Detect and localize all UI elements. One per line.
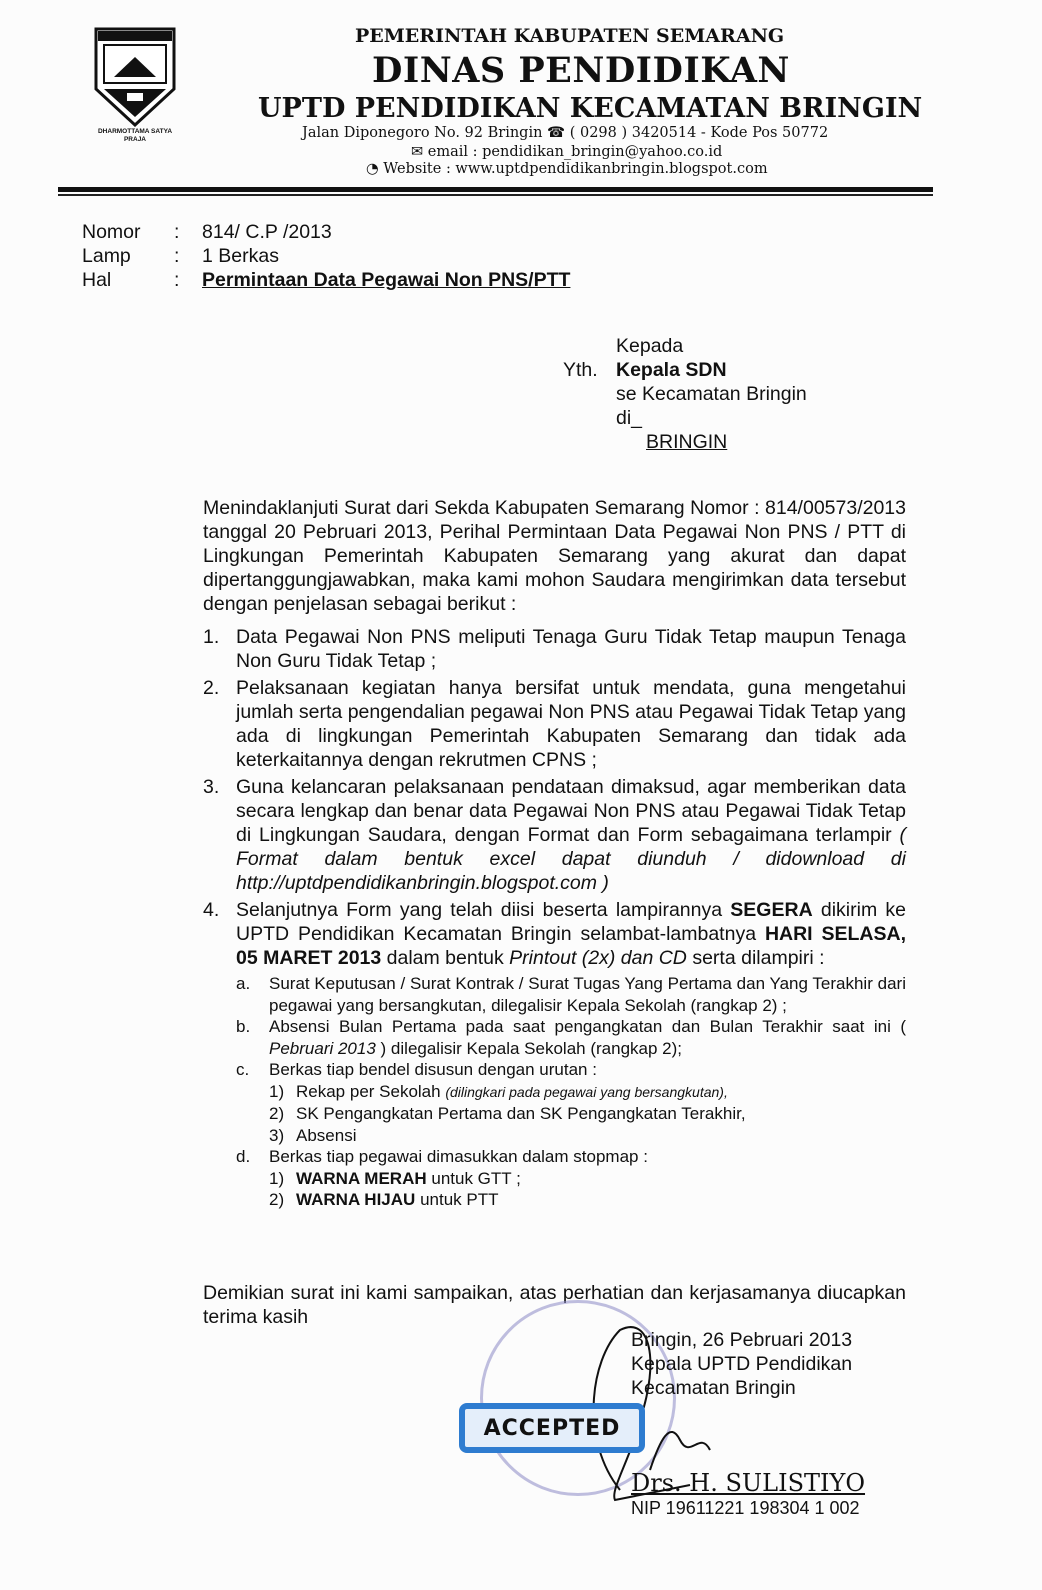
regency-crest-logo — [94, 27, 176, 127]
meta-lamp: Lamp : 1 Berkas — [82, 245, 279, 267]
agency-name: DINAS PENDIDIKAN — [372, 50, 790, 91]
list-item: 2. Pelaksanaan kegiatan hanya bersifat untuk mendata, guna mengetahui jumlah serta pengendalian pegawai Non PNS atau Pegawai Tidak Tetap yang ada di lingkungan Pemerintah Kabupaten Semarang dan tidak ada keterkaitannya dengan rekrutmen CPNS ; — [203, 677, 906, 771]
sub-item-d: d. Berkas tiap pegawai dimasukkan dalam stopmap : 1) WARNA MERAH untuk GTT ; 2) WARNA HIJAU untuk PTT — [236, 1147, 648, 1209]
list-item: 3. Guna kelancaran pelaksanaan pendataan dimaksud, agar memberikan data secara lengkap dan benar data Pegawai Non PNS atau Pegawai Tidak Tetap di Lingkungan Saudara, dengan Format dan Form sebagaimana terlampir ( Format dalam bentuk excel dapat diunduh / didownload di http://uptdpendidikanbringin.blogspot.com ) — [203, 776, 906, 894]
letterhead-divider — [58, 187, 933, 192]
numbered-list — [203, 625, 906, 1211]
sub-item-a: a. Surat Keputusan / Surat Kontrak / Surat Tugas Yang Pertama dan Yang Terakhir dari pegawai yang bersangkutan, dilegalisir Kepala Sekolah (rangkap 2) ; — [236, 974, 906, 1015]
signature-block: Bringin, 26 Pebruari 2013 Kepala UPTD Pendidikan Kecamatan Bringin — [631, 1329, 853, 1399]
signatory-name: Drs. H. SULISTIYO — [631, 1469, 866, 1497]
addressee-block: Kepada Yth. Kepala SDN se Kecamatan Bringin di_ BRINGIN — [563, 335, 807, 453]
email-line: ✉ email : pendidikan_bringin@yahoo.co.id — [411, 144, 723, 160]
meta-nomor: Nomor : 814/ C.P /2013 — [82, 221, 332, 243]
accepted-badge: ACCEPTED — [459, 1403, 645, 1453]
closing-paragraph: Demikian surat ini kami sampaikan, atas perhatian dan kerjasamanya diucapkan terima kasih — [203, 1282, 906, 1328]
intro-paragraph: Menindaklanjuti Surat dari Sekda Kabupaten Semarang Nomor : 814/00573/2013 tanggal 20 Pebruari 2013, Perihal Permintaan Data Pegawai Non PNS / PTT di Lingkungan Pemerintah Kabupaten Semarang yang akurat dan dapat dipertanggungjawabkan, maka kami mohon Saudara mengirimkan data tersebut dengan penjelasan sebagai berikut : — [203, 497, 906, 615]
government-name: PEMERINTAH KABUPATEN SEMARANG — [355, 25, 785, 47]
address-line: Jalan Diponegoro No. 92 Bringin ☎ ( 0298 ) 3420514 - Kode Pos 50772 — [302, 125, 829, 141]
list-item: 1. Data Pegawai Non PNS meliputi Tenaga Guru Tidak Tetap maupun Tenaga Non Guru Tidak Tetap ; — [203, 626, 906, 672]
list-item: 4. Selanjutnya Form yang telah diisi beserta lampirannya SEGERA dikirim ke UPTD Pendidikan Kecamatan Bringin selambat-lambatnya HARI SELASA, 05 MARET 2013 dalam bentuk Printout (2x) dan CD serta dilampiri : — [203, 899, 907, 969]
sub-item-c: c. Berkas tiap bendel disusun dengan urutan : 1) Rekap per Sekolah (dilingkari pada pegawai yang bersangkutan), 2) SK Pengangkatan Pertama dan SK Pengangkatan Terakhir, 3) Absensi — [236, 1060, 746, 1145]
logo-motto: DHARMOTTAMA SATYA PRAJA — [97, 128, 173, 143]
letter-meta — [82, 220, 570, 292]
website-line: ◔ Website : www.uptdpendidikanbringin.blogspot.com — [366, 161, 768, 177]
letterhead-divider-thin — [58, 194, 933, 196]
meta-hal: Hal : Permintaan Data Pegawai Non PNS/PTT — [82, 269, 571, 291]
unit-name: UPTD PENDIDIKAN KECAMATAN BRINGIN — [258, 93, 923, 124]
sub-list — [203, 973, 906, 1211]
sub-item-b: b. Absensi Bulan Pertama pada saat pengangkatan dan Bulan Terakhir saat ini ( Pebruari 2013 ) dilegalisir Kepala Sekolah (rangkap 2); — [236, 1017, 906, 1058]
signatory-nip: NIP 19611221 198304 1 002 — [631, 1498, 860, 1518]
